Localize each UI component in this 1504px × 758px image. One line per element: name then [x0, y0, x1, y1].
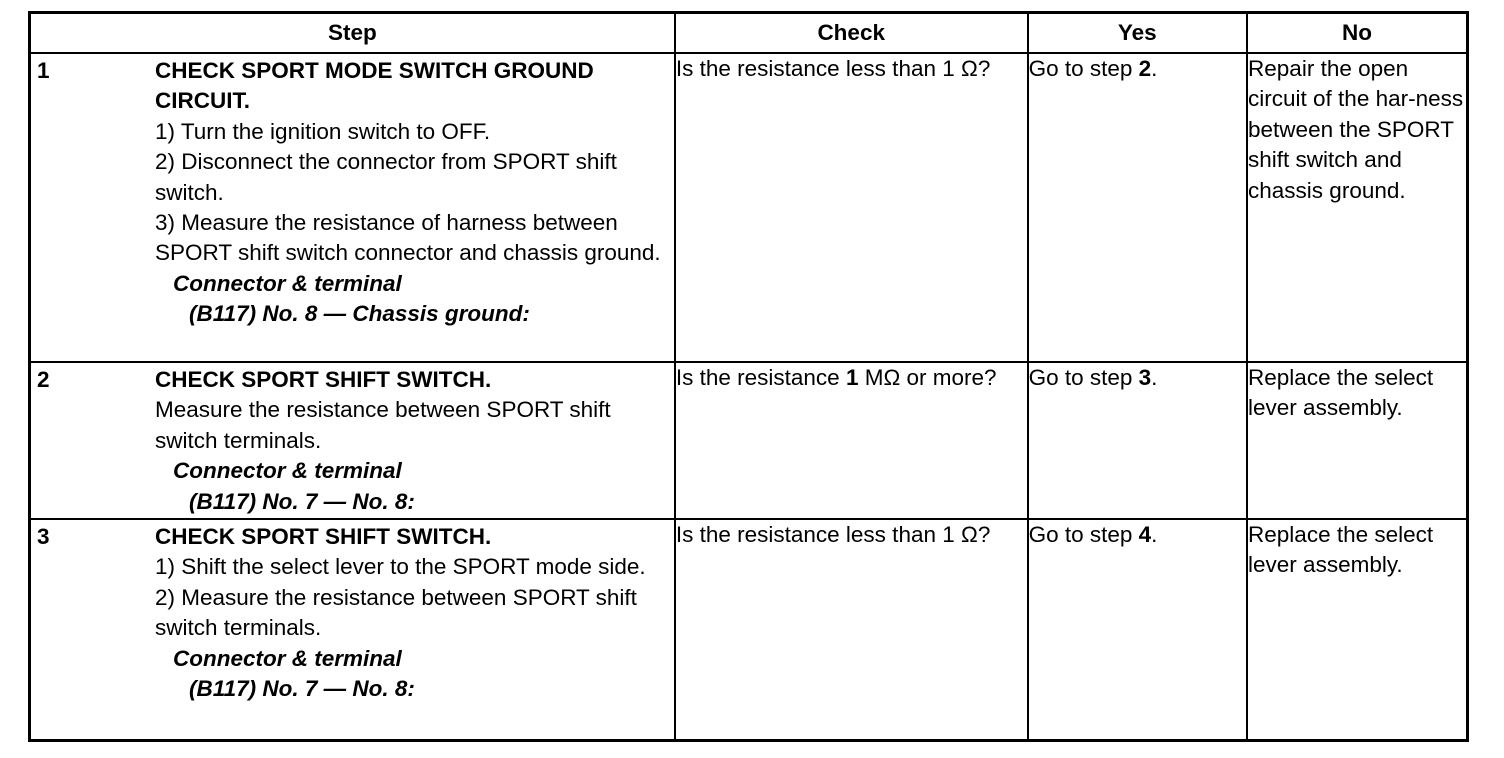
header-no: No: [1247, 13, 1467, 54]
check-cell: Is the resistance less than 1 Ω?: [675, 53, 1028, 362]
yes-suffix: .: [1151, 522, 1158, 547]
step-title: CHECK SPORT MODE SWITCH GROUND CIRCUIT.: [155, 58, 594, 114]
no-cell: Replace the select lever assembly.: [1247, 362, 1467, 519]
table-row: [30, 362, 1468, 519]
yes-cell: [1028, 519, 1247, 741]
step-instruction: 1) Turn the ignition switch to OFF.: [155, 118, 491, 144]
connector-title: Connector & terminal: [173, 270, 402, 296]
check-suffix: MΩ or more?: [858, 365, 997, 390]
yes-cell: [1028, 362, 1247, 519]
yes-prefix: Go to step: [1028, 522, 1139, 547]
step-cell: [30, 519, 675, 741]
connector-title: Connector & terminal: [173, 645, 402, 671]
connector-title: Connector & terminal: [173, 458, 402, 484]
step-title: CHECK SPORT SHIFT SWITCH.: [155, 367, 492, 392]
step-title: CHECK SPORT SHIFT SWITCH.: [155, 524, 492, 549]
yes-cell: [1028, 53, 1247, 362]
check-value: 1: [845, 365, 859, 390]
header-step: Step: [30, 13, 675, 54]
step-cell: [30, 53, 675, 362]
header-row: [30, 13, 1468, 54]
no-cell: Replace the select lever assembly.: [1247, 519, 1467, 741]
step-body: [155, 363, 674, 517]
yes-step-number: 4: [1138, 522, 1152, 547]
yes-prefix: Go to step: [1028, 56, 1139, 81]
yes-prefix: Go to step: [1028, 365, 1139, 390]
connector-detail: (B117) No. 7 — No. 8:: [189, 488, 415, 514]
check-prefix: Is the resistance: [675, 365, 846, 390]
check-cell: Is the resistance less than 1 Ω?: [675, 519, 1028, 741]
yes-suffix: .: [1151, 56, 1158, 81]
no-cell: Repair the open circuit of the har-ness between the SPORT shift switch and chassis ground.: [1247, 53, 1467, 362]
yes-step-number: 2: [1138, 56, 1152, 81]
step-instruction: 1) Shift the select lever to the SPORT mode side.: [155, 554, 646, 580]
step-instruction: 2) Disconnect the connector from SPORT shift switch.: [155, 149, 617, 205]
yes-step-number: 3: [1138, 365, 1152, 390]
step-number: 3: [37, 524, 50, 549]
step-body: [155, 520, 674, 704]
step-instruction: 3) Measure the resistance of harness between SPORT shift switch connector and chassis ground.: [155, 210, 661, 266]
step-cell: [30, 362, 675, 519]
connector-detail: (B117) No. 7 — No. 8:: [189, 676, 415, 702]
step-number: 2: [37, 367, 50, 392]
connector-detail: (B117) No. 8 — Chassis ground:: [189, 301, 530, 327]
step-number: 1: [37, 58, 50, 83]
diagnostic-table: [28, 11, 1469, 742]
step-body: [155, 54, 674, 330]
header-check: Check: [675, 13, 1028, 54]
step-instruction: Measure the resistance between SPORT shift switch terminals.: [155, 397, 611, 453]
table-row: [30, 519, 1468, 741]
check-cell: [675, 362, 1028, 519]
header-yes: Yes: [1028, 13, 1247, 54]
table-row: [30, 53, 1468, 362]
yes-suffix: .: [1151, 365, 1158, 390]
step-instruction: 2) Measure the resistance between SPORT shift switch terminals.: [155, 584, 637, 641]
